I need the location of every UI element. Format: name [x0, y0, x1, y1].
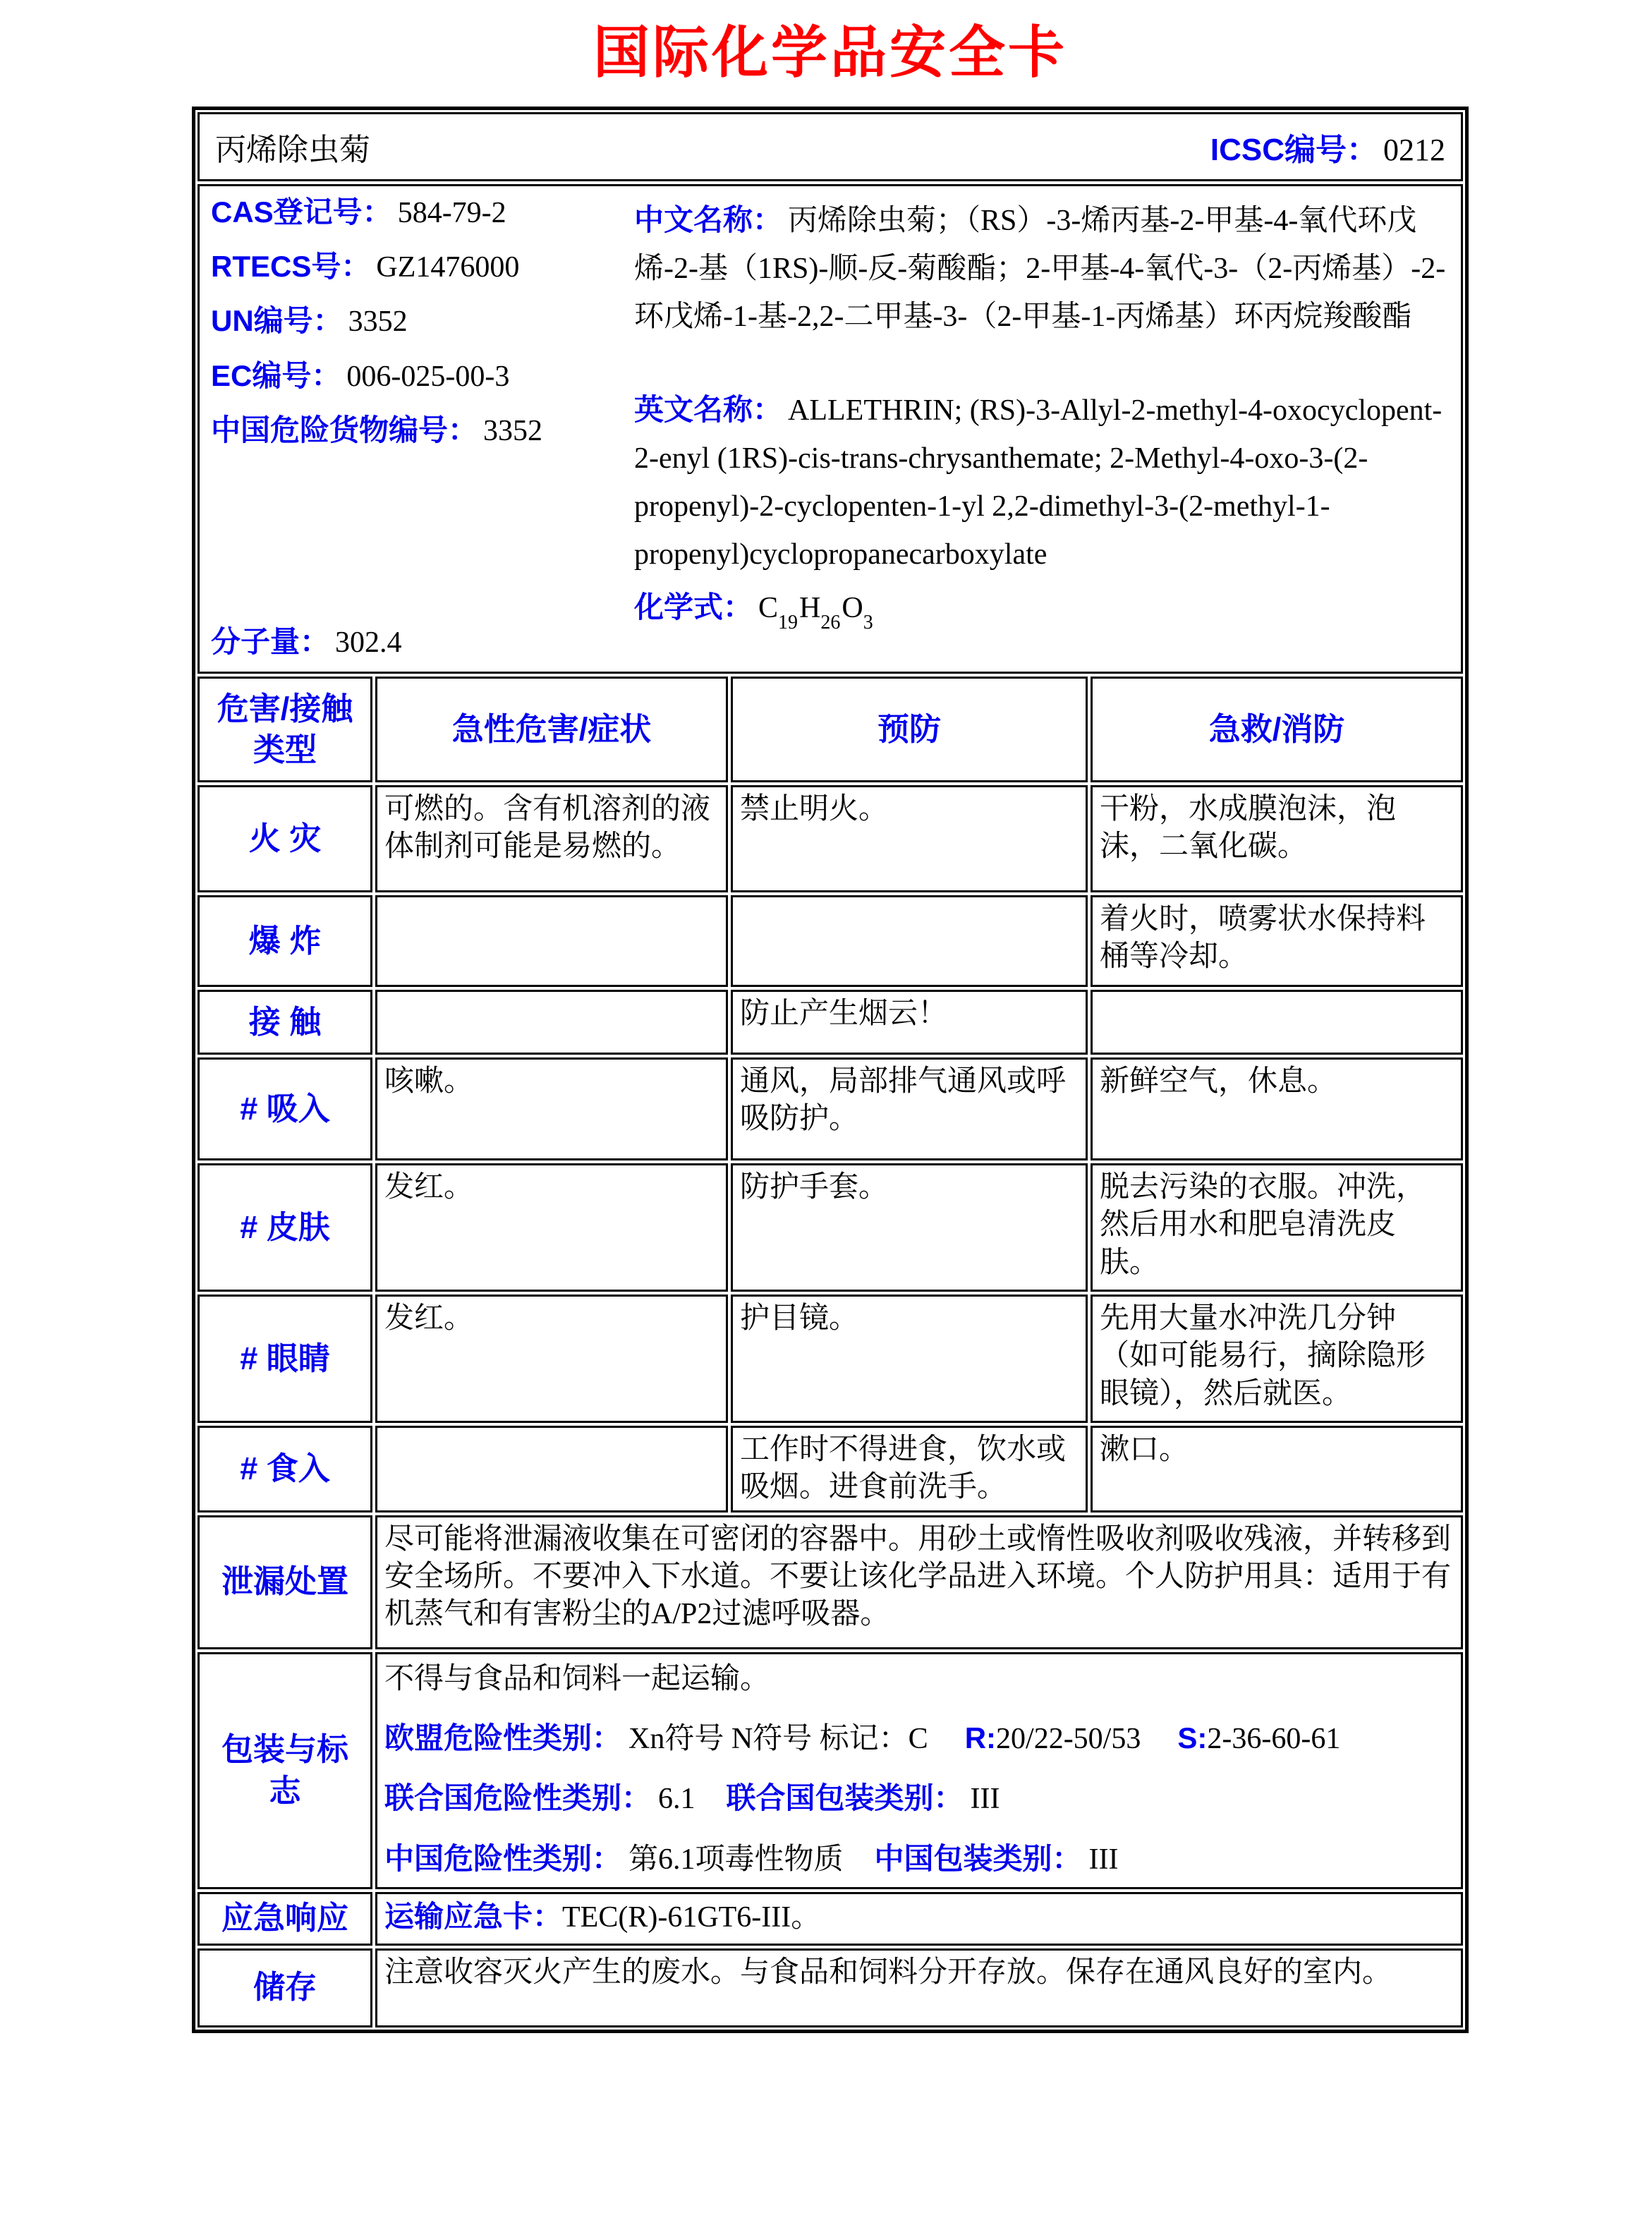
- molecular-weight-label: 分子量：: [211, 624, 330, 658]
- un-label: UN编号：: [211, 304, 343, 338]
- fire-prevention: 禁止明火。: [731, 785, 1088, 892]
- molecular-weight-value: 302.4: [335, 626, 402, 659]
- formula-element-o: O: [842, 592, 863, 625]
- un-packing-group-label: 联合国包装类别：: [726, 1781, 964, 1815]
- formula-element-h: H: [799, 592, 821, 625]
- contact-prevention: 防止产生烟云！: [731, 990, 1088, 1055]
- chinese-name-label: 中文名称：: [634, 203, 783, 236]
- ec-value: 006-025-00-3: [346, 360, 510, 393]
- china-dg-value: 3352: [483, 414, 543, 447]
- eyes-response: 先用大量水冲洗几分钟（如可能易行，摘除隐形眼镜），然后就医。: [1091, 1295, 1463, 1423]
- row-label-spill-disposal: 泄漏处置: [198, 1515, 372, 1649]
- hazard-table: [198, 677, 1463, 2027]
- identifier-column: [211, 196, 634, 659]
- inhalation-response: 新鲜空气，休息。: [1091, 1057, 1463, 1160]
- eu-hazard-class-value: Xn符号 N符号 标记：C: [628, 1723, 928, 1755]
- row-label-inhalation: # 吸入: [198, 1057, 372, 1160]
- icsc-number-label: ICSC编号：: [1210, 133, 1378, 167]
- spill-disposal-text: 尽可能将泄漏液收集在可密闭的容器中。用砂土或惰性吸收剂吸收残液，并转移到安全场所。不要冲入下水道。不要让该化学品进入环境。个人防护用具：适用于有机蒸气和有害粉尘的A/P2过滤呼吸器。: [375, 1515, 1463, 1649]
- china-hazard-class-value: 第6.1项毒性物质: [628, 1843, 844, 1876]
- chemical-formula-label: 化学式：: [634, 590, 753, 624]
- s-phrases-value: 2-36-60-61: [1207, 1723, 1341, 1755]
- china-hazard-class-label: 中国危险性类别：: [384, 1841, 622, 1875]
- fire-symptoms: 可燃的。含有机溶剂的液体制剂可能是易燃的。: [375, 785, 728, 892]
- page-title: 国际化学品安全卡: [593, 23, 1067, 85]
- skin-response: 脱去污染的衣服。冲洗，然后用水和肥皂清洗皮肤。: [1091, 1163, 1463, 1292]
- un-class-line: [384, 1779, 1454, 1818]
- ingestion-response: 漱口。: [1091, 1426, 1463, 1512]
- inhalation-prevention: 通风，局部排气通风或呼吸防护。: [731, 1057, 1088, 1160]
- chinese-name-paragraph: [634, 196, 1448, 341]
- explosion-symptoms: [375, 895, 728, 987]
- formula-subscript-3: 3: [863, 612, 873, 634]
- china-dg-label: 中国危险货物编号：: [211, 413, 478, 447]
- explosion-response: 着火时，喷雾状水保持料桶等冷却。: [1091, 895, 1463, 987]
- row-label-fire: 火 灾: [198, 785, 372, 892]
- row-label-contact: 接 触: [198, 990, 372, 1055]
- cas-number-line: [211, 196, 634, 229]
- cas-value: 584-79-2: [397, 197, 506, 229]
- row-label-storage: 储存: [198, 1948, 372, 2027]
- row-label-eyes: # 眼睛: [198, 1295, 372, 1423]
- un-number-line: [211, 305, 634, 338]
- name-header-row: [198, 112, 1463, 181]
- explosion-prevention: [731, 895, 1088, 987]
- molecular-weight-line: [211, 626, 634, 659]
- english-name-label: 英文名称：: [634, 393, 783, 427]
- packaging-transport-note: 不得与食品和饲料一起运输。: [384, 1662, 770, 1695]
- s-phrases-label: S:: [1177, 1721, 1208, 1754]
- ec-label: EC编号：: [211, 358, 341, 392]
- english-name-value: ALLETHRIN; (RS)-3-Allyl-2-methyl-4-oxocyclopent-2-enyl (1RS)-cis-trans-chrysanthemate; 2-Methyl-4-oxo-3-(2-propenyl)-2-cyclopenten-1-yl 2,2-dimethyl-3-(2-methyl-1-propenyl)cyclopropanecarboxylate: [634, 394, 1443, 571]
- china-packing-group-label: 中国包装类别：: [874, 1841, 1082, 1875]
- ec-number-line: [211, 360, 634, 393]
- transport-emergency-card-value: TEC(R)-61GT6-III。: [562, 1900, 821, 1934]
- row-label-ingestion: # 食入: [198, 1426, 372, 1512]
- china-packing-group-value: III: [1088, 1843, 1119, 1876]
- un-hazard-class-value: 6.1: [658, 1783, 696, 1816]
- row-label-skin: # 皮肤: [198, 1163, 372, 1292]
- header-hazard-type: 危害/接触类型: [198, 677, 372, 782]
- header-prevention: 预防: [731, 677, 1088, 782]
- rtecs-label: RTECS号：: [211, 250, 371, 284]
- skin-symptoms: 发红。: [375, 1163, 728, 1292]
- chinese-name-value: 丙烯除虫菊；（RS）-3-烯丙基-2-甲基-4-氧代环戊烯-2-基（1RS)-顺-反-菊酸酯；2-甲基-4-氧代-3-（2-丙烯基）-2-环戊烯-1-基-2,2-二甲基-3-（2-甲基-1-丙烯基）环丙烷羧酸酯: [634, 205, 1446, 334]
- names-column: [634, 196, 1448, 659]
- identification-section: [198, 184, 1463, 674]
- icsc-page: [0, 7, 1652, 2237]
- r-phrases-label: R:: [964, 1721, 997, 1754]
- contact-response: [1091, 990, 1463, 1055]
- identifier-list: [211, 196, 634, 447]
- chemical-formula-line: [634, 587, 1448, 634]
- formula-subscript-26: 26: [820, 612, 841, 634]
- header-acute-symptoms: 急性危害/症状: [375, 677, 728, 782]
- row-label-packaging: 包装与标志: [198, 1652, 372, 1889]
- r-phrases-value: 20/22-50/53: [996, 1723, 1141, 1755]
- un-value: 3352: [348, 305, 408, 339]
- substance-name: 丙烯除虫菊: [215, 133, 370, 167]
- chemical-formula-value: [758, 592, 875, 634]
- formula-subscript-19: 19: [778, 612, 798, 634]
- packaging-content: [375, 1652, 1463, 1889]
- formula-element-c: C: [758, 592, 779, 625]
- china-class-line: [384, 1840, 1454, 1879]
- cas-label: CAS登记号：: [211, 195, 392, 229]
- rtecs-number-line: [211, 250, 634, 284]
- storage-text: 注意收容灭火产生的废水。与食品和饲料分开存放。保存在通风良好的室内。: [375, 1948, 1463, 2027]
- contact-symptoms: [375, 990, 728, 1055]
- row-label-explosion: 爆 炸: [198, 895, 372, 987]
- skin-prevention: 防护手套。: [731, 1163, 1088, 1292]
- english-name-paragraph: [634, 386, 1448, 578]
- emergency-response-content: [375, 1892, 1463, 1946]
- eu-hazard-class-label: 欧盟危险性类别：: [384, 1721, 622, 1754]
- eu-hazard-class-line: [384, 1719, 1454, 1758]
- inhalation-symptoms: 咳嗽。: [375, 1057, 728, 1160]
- icsc-card: [192, 107, 1469, 2033]
- ingestion-prevention: 工作时不得进食，饮水或吸烟。进食前洗手。: [731, 1426, 1088, 1512]
- icsc-number-value: 0212: [1383, 133, 1445, 167]
- china-dg-number-line: [211, 414, 634, 447]
- ingestion-symptoms: [375, 1426, 728, 1512]
- eyes-prevention: 护目镜。: [731, 1295, 1088, 1423]
- un-hazard-class-label: 联合国危险性类别：: [384, 1781, 652, 1815]
- header-first-aid: 急救/消防: [1091, 677, 1463, 782]
- fire-response: 干粉，水成膜泡沫，泡沫，二氧化碳。: [1091, 785, 1463, 892]
- row-label-emergency-response: 应急响应: [198, 1892, 372, 1946]
- icsc-number: [1210, 124, 1445, 169]
- un-packing-group-value: III: [970, 1783, 1000, 1816]
- transport-emergency-card-label: 运输应急卡：: [384, 1899, 563, 1933]
- rtecs-value: GZ1476000: [376, 251, 520, 284]
- eyes-symptoms: 发红。: [375, 1295, 728, 1423]
